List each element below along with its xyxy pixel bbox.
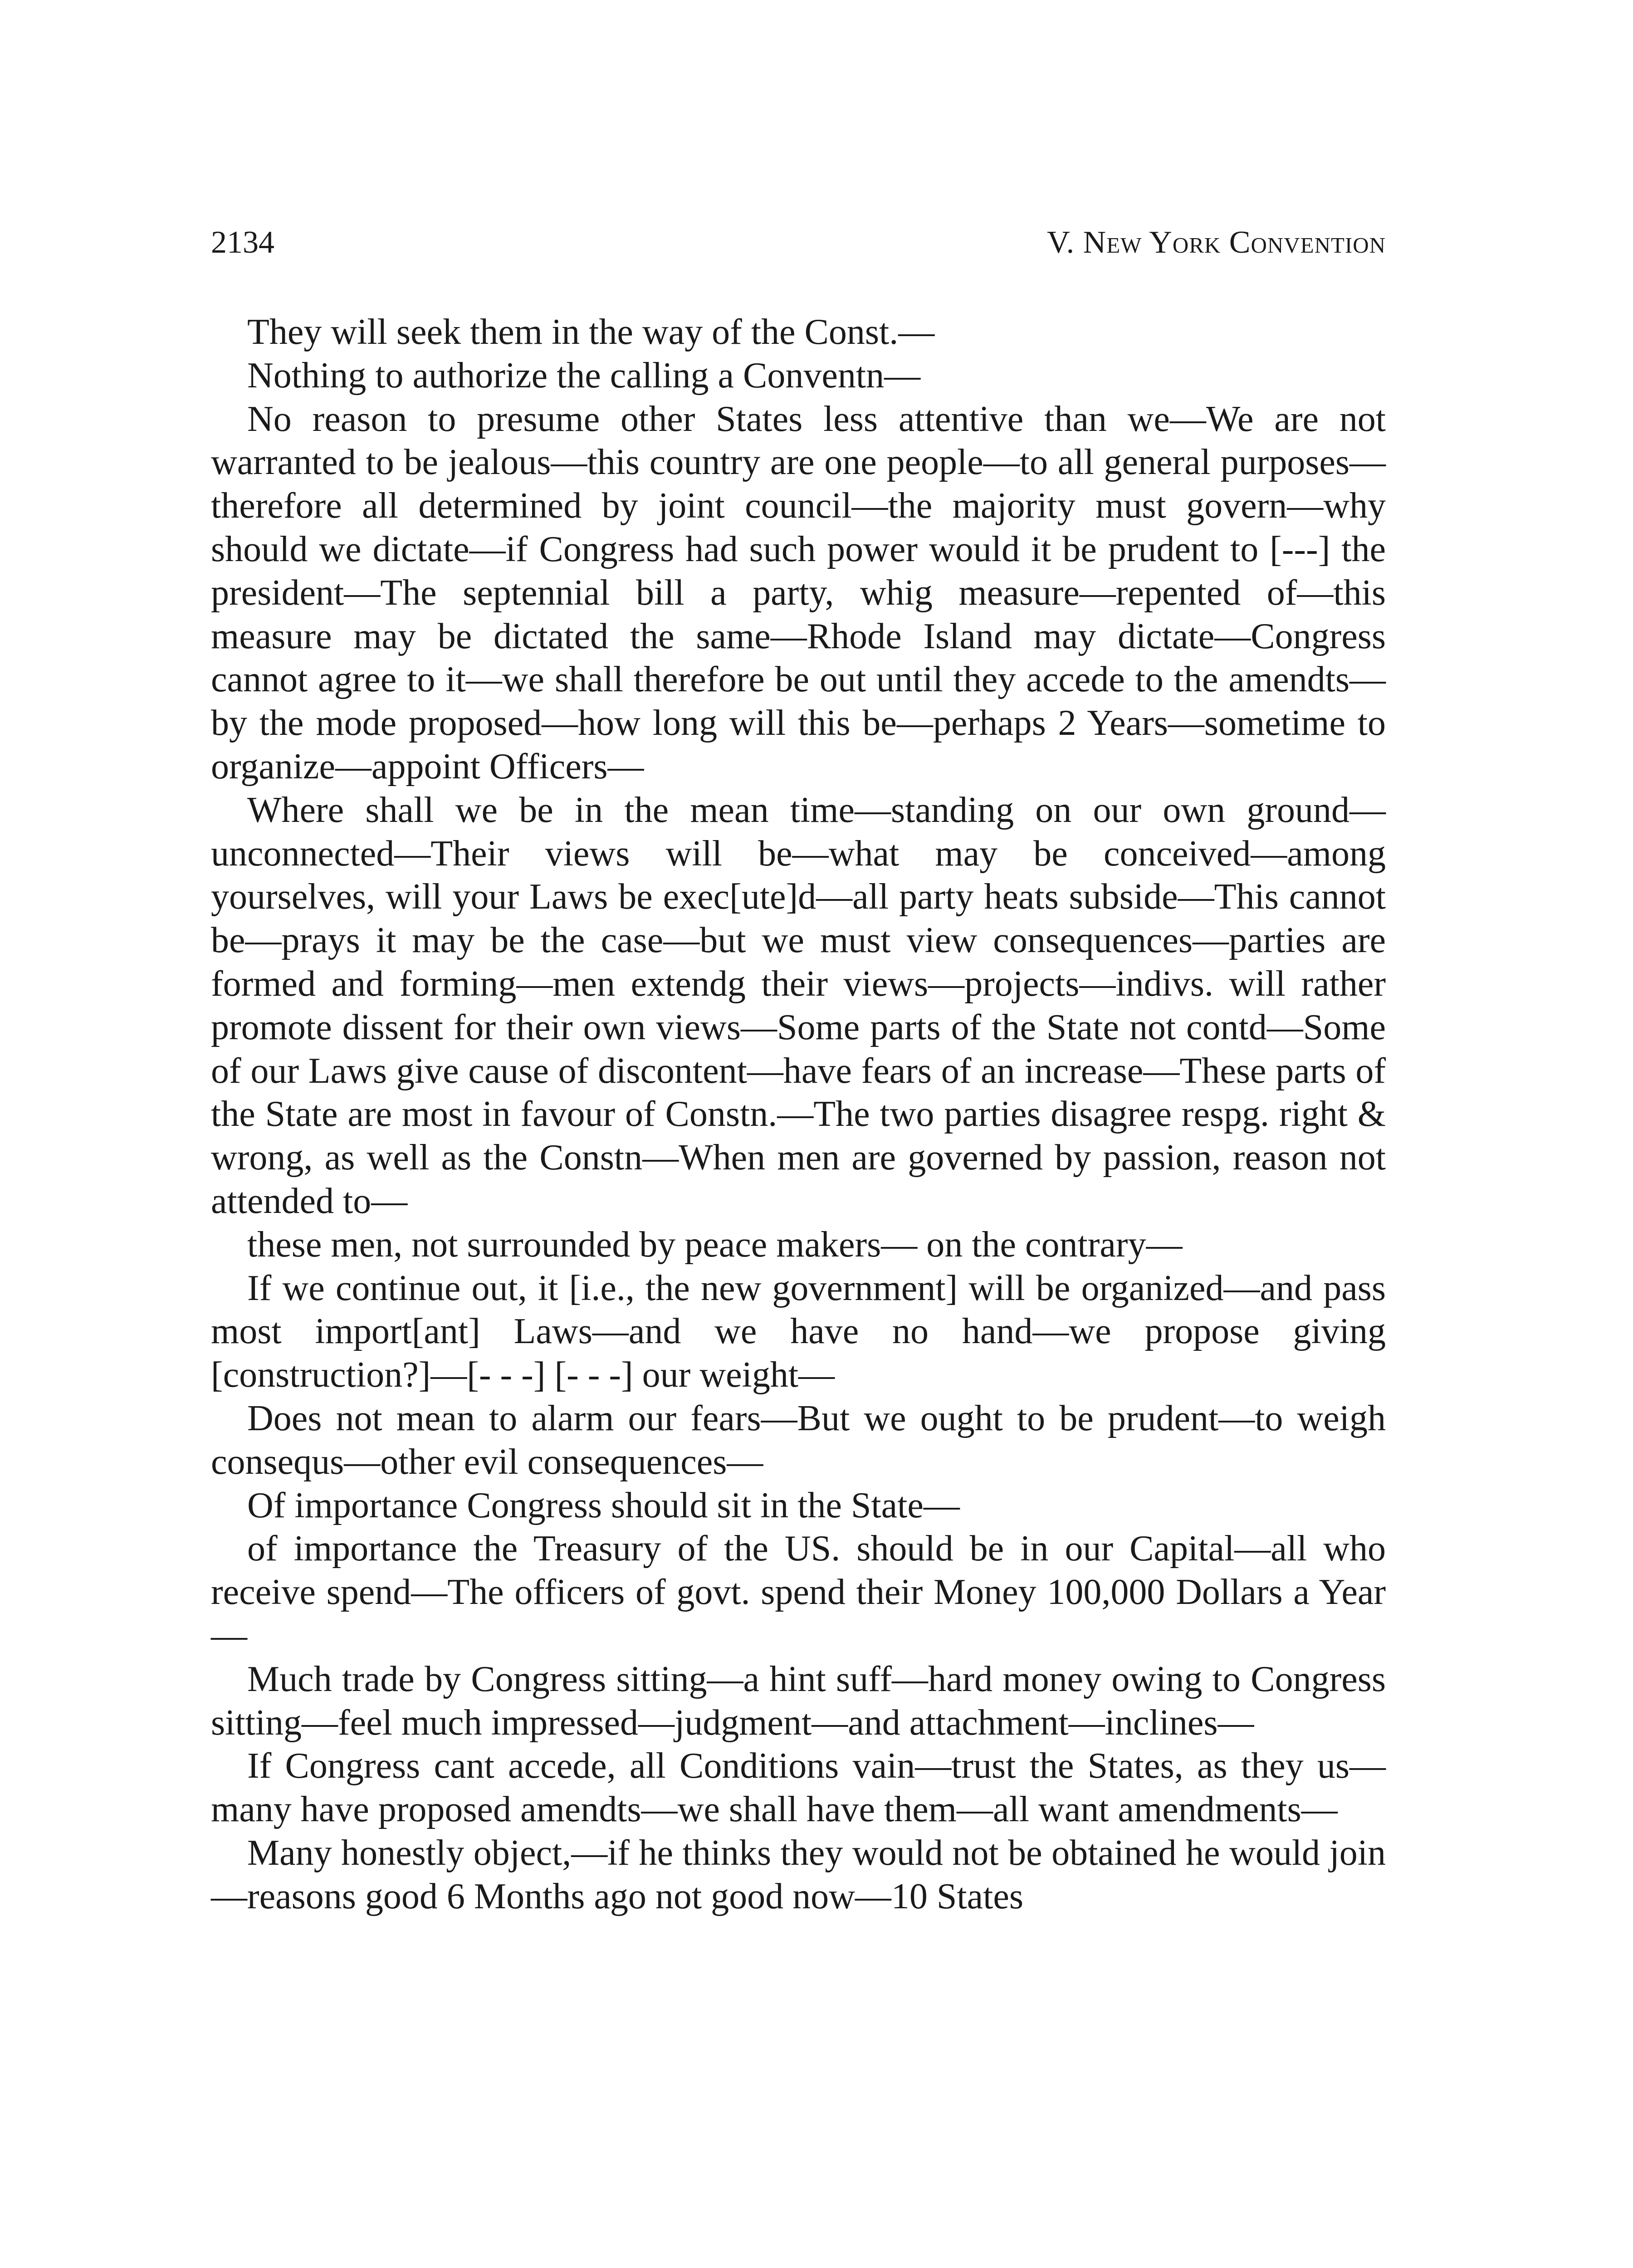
paragraph: Where shall we be in the mean time—standing on our own ground—unconnected—Their views will be—what may be conceived—among yourselves, will your Laws be exec[ute]d—all party heats subside—This cannot be—prays it may be the case—but we must view consequences—parties are formed and forming—men extendg their views—projects—indivs. will rather promote dissent for their own views—Some parts of the State not contd—Some of our Laws give cause of discontent—have fears of an increase—These parts of the State are most in favour of Constn.—The two parties disagree respg. right & wrong, as well as the Constn—When men are governed by passion, reason not attended to— — [211, 790, 1386, 1221]
paragraph: Many honestly object,—if he thinks they would not be obtained he would join—reasons good 6 Months ago not good now—10 States — [211, 1833, 1386, 1916]
paragraph: Does not mean to alarm our fears—But we ought to be prudent—to weigh consequs—other evil consequences— — [211, 1398, 1386, 1482]
paragraph: of importance the Treasury of the US. should be in our Capital—all who receive spend—The officers of govt. spend their Money 100,000 Dollars a Year— — [211, 1529, 1386, 1656]
paragraph: If Congress cant accede, all Conditions vain—trust the States, as they us—many have proposed amendts—we shall have them—all want amendments— — [211, 1746, 1386, 1830]
page-number: 2134 — [211, 225, 274, 260]
paragraph: If we continue out, it [i.e., the new government] will be organized—and pass most import[ant] Laws—and we have no hand—we propose giving [construction?]—[- - -] [- - -] our weight— — [211, 1268, 1386, 1395]
paragraph: Much trade by Congress sitting—a hint suff—hard money owing to Congress sitting—feel much impressed—judgment—and attachment—inclines— — [211, 1659, 1386, 1743]
paragraph: No reason to presume other States less attentive than we—We are not warranted to be jealous—this country are one people—to all general purposes—therefore all determined by joint council—the majority must govern—why should we dictate—if Congress had such power would it be prudent to [---] the president—The septennial bill a party, whig measure—repented of—this measure may be dictated the same—Rhode Island may dictate—Congress cannot agree to it—we shall therefore be out until they accede to the amendts—by the mode proposed—how long will this be—perhaps 2 Years—sometime to organize—appoint Officers— — [211, 399, 1386, 787]
paragraph: Nothing to authorize the calling a Conventn— — [247, 355, 921, 396]
body-text — [211, 311, 1386, 1918]
paragraph: They will seek them in the way of the Const.— — [247, 312, 935, 352]
running-head — [211, 222, 1386, 263]
running-title: V. New York Convention — [1047, 225, 1386, 260]
paragraph: these men, not surrounded by peace makers— on the contrary— — [247, 1224, 1183, 1265]
paragraph: Of importance Congress should sit in the State— — [247, 1485, 960, 1525]
